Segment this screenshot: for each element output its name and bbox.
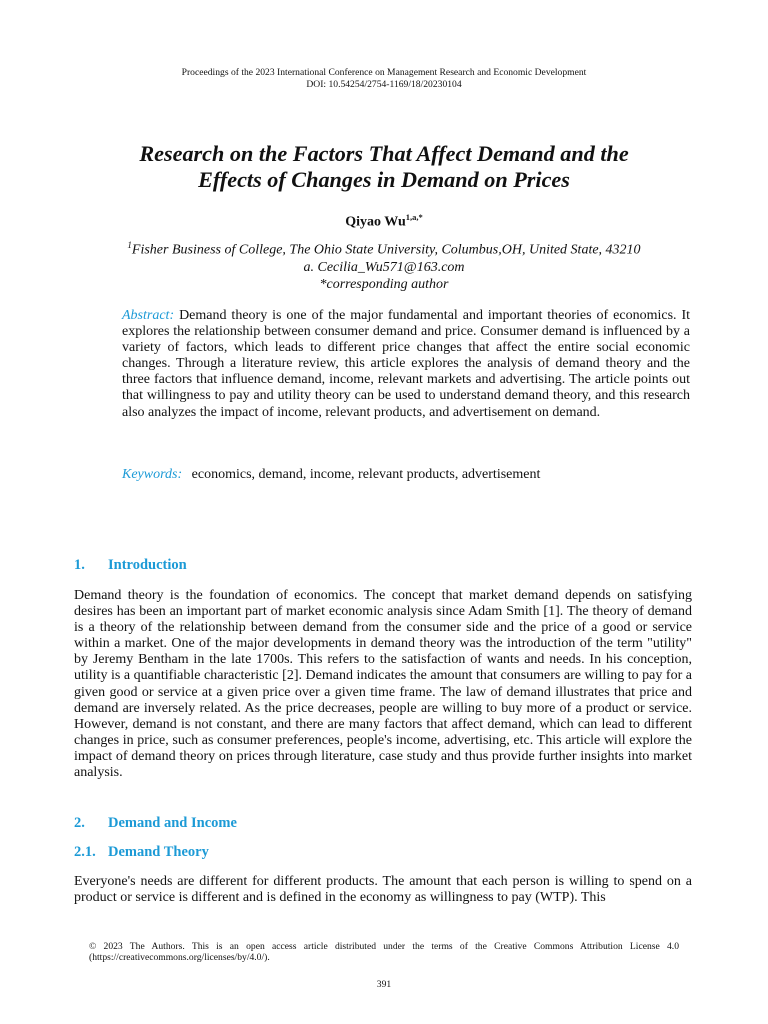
title-line-1: Research on the Factors That Affect Demand and the <box>139 141 629 166</box>
affiliation <box>0 237 768 293</box>
section-number: 2.1. <box>74 844 96 860</box>
section-heading-introduction <box>74 557 187 574</box>
section-title: Demand Theory <box>108 844 209 860</box>
license-footer: © 2023 The Authors. This is an open access article distributed under the terms of the Creative Commons Attribution License 4.0 (https://creativecommons.org/licenses/by/4.0/). <box>89 941 679 964</box>
conference-header <box>0 67 768 90</box>
conference-name: Proceedings of the 2023 International Conference on Management Research and Economic Development <box>181 67 587 78</box>
paper-title <box>60 141 708 193</box>
title-line-2: Effects of Changes in Demand on Prices <box>198 167 570 192</box>
page-number: 391 <box>376 979 392 990</box>
doi: DOI: 10.54254/2754-1169/18/20230104 <box>306 78 462 90</box>
keywords-text: economics, demand, income, relevant products, advertisement <box>191 467 541 482</box>
abstract-text: Demand theory is one of the major fundamental and important theories of economics. It explores the relationship between consumer demand and price. Consumer demand is influenced by a variety of factors, which leads to different price changes that affect the entire social economic changes. Through a literature review, this article explores the analysis of demand theory and the three factors that influence demand, income, relevant markets and advertising. The article points out that willingness to pay and utility theory can be used to understand demand theory, and this research also analyzes the impact of income, relevant products, and advertisement on demand. <box>122 308 691 420</box>
introduction-paragraph: Demand theory is the foundation of economics. The concept that market demand depends on satisfying desires has been an important part of market economic analysis since Adam Smith [1]. The theory of demand is a theory of the relationship between demand from the consumer side and the price of a good or service within a market. One of the major developments in demand theory was the introduction of the term "utility" by Jeremy Bentham in the late 1700s. This refers to the satisfaction of wants and needs. In his conception, utility is a quantifiable characteristic [2]. Demand indicates the amount that consumers are willing to pay for a given good or service at a given price over a given time frame. The law of demand illustrates that price and demand are inversely related. As the price decreases, people are willing to buy more of a product or service. However, demand is not constant, and there are many factors that affect demand, which can lead to different changes in price, such as consumer preferences, people's income, advertising, etc. This article will explore the impact of demand theory on prices through literature, case study and thus provide further insights into market analysis. <box>74 588 692 781</box>
affiliation-sup: 1 <box>127 240 132 250</box>
demand-theory-paragraph: Everyone's needs are different for different products. The amount that each person is willing to spend on a product or service is different and is defined in the economy as willingness to pay (WTP). This <box>74 874 692 906</box>
abstract <box>122 308 690 421</box>
abstract-label: Abstract: <box>122 308 175 323</box>
keywords <box>122 467 690 483</box>
section-title: Introduction <box>108 557 187 573</box>
author-sup: 1,a,* <box>405 212 423 222</box>
corresponding-author-note: *corresponding author <box>319 276 449 292</box>
affiliation-line-1: Fisher Business of College, The Ohio State University, Columbus,OH, United State, 43210 <box>131 242 641 258</box>
section-heading-demand-and-income <box>74 815 237 832</box>
author-email: a. Cecilia_Wu571@163.com <box>303 259 465 275</box>
section-title: Demand and Income <box>108 815 237 831</box>
section-number: 2. <box>74 815 85 831</box>
author-name: Qiyao Wu <box>345 214 406 230</box>
author <box>0 212 768 231</box>
section-number: 1. <box>74 557 85 573</box>
subsection-heading-demand-theory <box>74 844 209 861</box>
keywords-label: Keywords: <box>122 467 183 482</box>
